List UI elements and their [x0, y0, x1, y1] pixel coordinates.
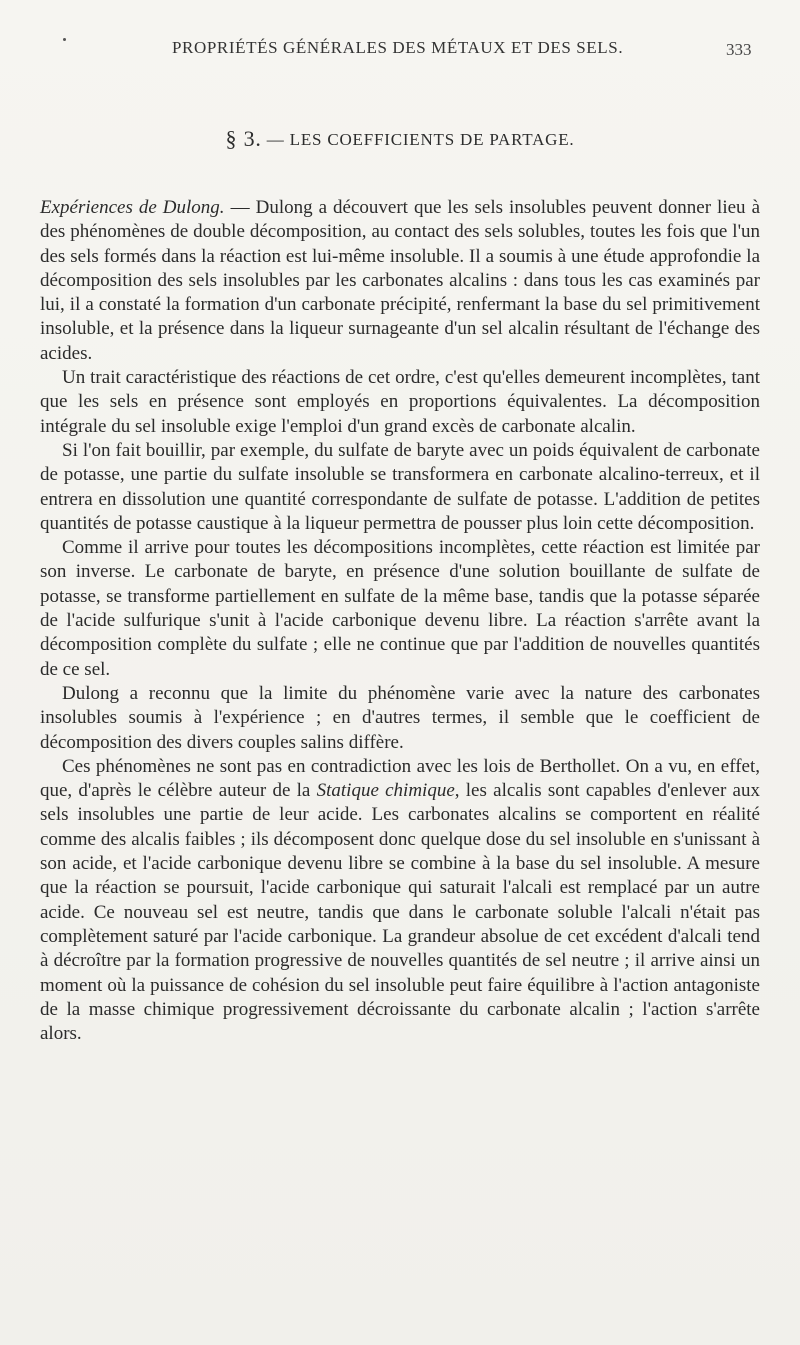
paragraph-4: Comme il arrive pour toutes les décompositions incomplètes, cette réaction est limitée par son inverse. Le carbonate de baryte, en présence d'une solution bouillante de sulfate de potasse, se transforme partiellement en sulfate de la même base, tandis que la potasse séparée de l'acide sulfurique s'unit à l'acide carbonique devenu libre. La réaction s'arrête avant la décomposition complète du sulfate ; elle ne continue que par l'addition de nouvelles quantités de ce sel.: [40, 537, 760, 680]
section-title-text: LES COEFFICIENTS DE PARTAGE.: [289, 130, 575, 149]
paragraph-5: Dulong a reconnu que la limite du phénomène varie avec la nature des carbonates insolubles soumis à l'expérience ; en d'autres termes, il semble que le coefficient de décomposition des divers couples salins diffère.: [40, 682, 760, 753]
book-title-citation: Statique chimique: [316, 780, 455, 802]
running-head: PROPRIÉTÉS GÉNÉRALES DES MÉTAUX ET DES SELS.: [172, 38, 624, 57]
paragraph-6-text-b: , les alcalis sont capables d'enlever aux sels insolubles une partie de leur acide. Les carbonates alcalins se comportent en réalité comme des alcalis faibles ; ils décomposent donc quelque dose du sel insoluble en s'unissant à son acide, et l'acide carbonique devenu libre se combine à la base du sel insoluble. A mesure que la réaction se poursuit, l'acide carbonique qui saturait l'alcali est remplacé par un autre acide. Ce nouveau sel est neutre, tandis que dans le carbonate soluble l'alcali n'était pas complètement saturé par l'acide carbonique. La grandeur absolue de cet excédent d'alcali tend à décroître par la formation progressive de nouvelles quantités de sel neutre ; il arrive ainsi un moment où la puissance de cohésion du sel insoluble peut faire équilibre à l'action antagoniste de la masse chimique progressivement décroissante du carbonate alcalin ; l'action s'arrête alors.: [40, 780, 760, 1045]
paragraph-1-text: — Dulong a découvert que les sels insolubles peuvent donner lieu à des phénomènes de double décomposition, au contact des sels solubles, toutes les fois que l'un des sels formés dans la réaction est lui-même insoluble. Il a soumis à une étude approfondie la décomposition des sels insolubles par les carbonates alcalins : dans tous les cas examinés par lui, il a constaté la formation d'un carbonate précipité, renfermant la base du sel primitivement insoluble, et la présence dans la liqueur surnageante d'un sel alcalin résultant de l'échange des acides.: [40, 197, 761, 364]
page-header: [0, 38, 800, 60]
body-text: [40, 196, 760, 1046]
section-title: [0, 126, 800, 152]
paragraph-6: [40, 755, 760, 1047]
paragraph-6-text-a: Ces phénomènes ne sont pas en contradiction avec les lois de Berthollet. On a vu, en effet, que, d'après le célèbre auteur de la: [40, 755, 760, 802]
section-symbol: § 3.: [225, 126, 262, 151]
paragraph-1: [40, 196, 760, 366]
paragraph-3: Si l'on fait bouillir, par exemple, du sulfate de baryte avec un poids équivalent de carbonate de potasse, une partie du sulfate insoluble se transformera en carbonate alcalino-terreux, et il entrera en dissolution une quantité correspondante de sulfate de potasse. L'addition de petites quantités de potasse caustique à la liqueur permettra de pousser plus loin cette décomposition.: [40, 439, 760, 534]
paragraph-2: Un trait caractéristique des réactions de cet ordre, c'est qu'elles demeurent incomplètes, tant que les sels en présence sont employés en proportions équivalentes. La décomposition intégrale du sel insoluble exige l'emploi d'un grand excès de carbonate alcalin.: [40, 367, 760, 437]
page-number: 333: [726, 40, 752, 59]
lead-in-heading: Expériences de Dulong.: [40, 197, 225, 218]
section-dash: —: [266, 130, 285, 149]
